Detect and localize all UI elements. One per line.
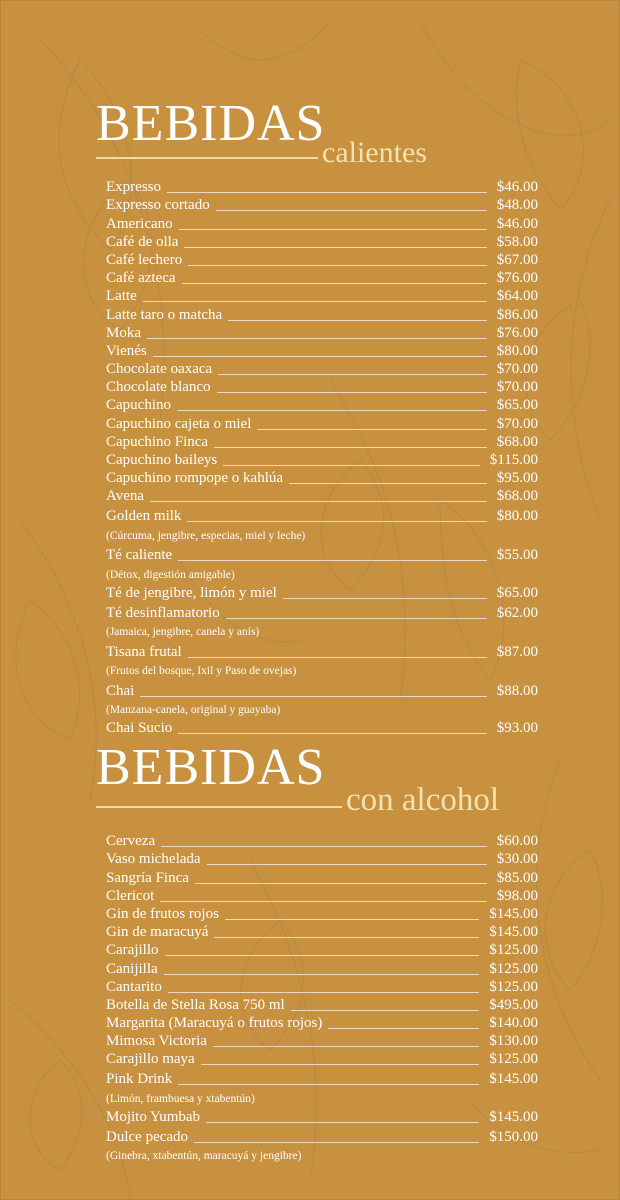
section-rule-hot bbox=[96, 157, 318, 159]
menu-item-price: $85.00 bbox=[496, 869, 538, 886]
alcohol-drinks-list bbox=[106, 831, 538, 1164]
menu-item-name: Margarita (Maracuyá o frutos rojos) bbox=[106, 1015, 323, 1032]
menu-item bbox=[106, 601, 538, 621]
menu-item-name: Café de olla bbox=[106, 233, 179, 250]
menu-item bbox=[106, 679, 538, 699]
section-subtitle-alcohol: con alcohol bbox=[346, 782, 500, 818]
leader-line bbox=[223, 465, 480, 466]
menu-item-name: Capuchino baileys bbox=[106, 452, 218, 468]
menu-item-price: $150.00 bbox=[489, 1128, 538, 1145]
menu-item bbox=[106, 922, 538, 940]
menu-item-price: $86.00 bbox=[496, 306, 538, 323]
leader-line bbox=[188, 265, 487, 266]
leader-line bbox=[194, 1142, 479, 1143]
leader-line bbox=[178, 733, 487, 734]
menu-item-name: Avena bbox=[106, 488, 145, 505]
menu-item-name: Capuchino Finca bbox=[106, 433, 209, 450]
menu-item-name: Cerveza bbox=[106, 833, 156, 850]
leader-line bbox=[164, 974, 479, 975]
menu-item-price: $48.00 bbox=[496, 197, 538, 214]
leader-line bbox=[195, 883, 487, 884]
menu-item-description: (Manzana-canela, original y guayaba) bbox=[106, 704, 281, 717]
menu-item-price: $140.00 bbox=[489, 1015, 538, 1032]
leader-line bbox=[168, 992, 479, 993]
menu-item-name: Vienés bbox=[106, 342, 147, 359]
menu-item-price: $125.00 bbox=[489, 960, 538, 977]
menu-item-name: Canijilla bbox=[106, 960, 158, 977]
menu-item-price: $68.00 bbox=[496, 433, 538, 450]
menu-item-price: $130.00 bbox=[489, 1033, 538, 1050]
menu-item bbox=[106, 940, 538, 958]
leader-line bbox=[182, 283, 487, 284]
leader-line bbox=[213, 1046, 479, 1047]
menu-item-price: $55.00 bbox=[496, 547, 538, 564]
menu-item bbox=[106, 640, 538, 660]
leader-line bbox=[201, 1064, 479, 1065]
menu-item bbox=[106, 995, 538, 1013]
menu-item-name: Americano bbox=[106, 215, 173, 232]
menu-item-name: Latte taro o matcha bbox=[106, 306, 223, 323]
leader-line bbox=[207, 864, 487, 865]
menu-item bbox=[106, 432, 538, 450]
leader-line bbox=[217, 392, 487, 393]
menu-item-description: (Jamaica, jengibre, canela y anís) bbox=[106, 626, 260, 639]
leader-line bbox=[161, 846, 487, 847]
menu-item bbox=[106, 543, 538, 563]
menu-item-price: $60.00 bbox=[496, 833, 538, 850]
section-rule-alcohol bbox=[96, 806, 342, 808]
leader-line bbox=[153, 356, 487, 357]
menu-item-name: Chai Sucio bbox=[106, 719, 173, 736]
menu-item bbox=[106, 849, 538, 867]
menu-item bbox=[106, 867, 538, 885]
menu-item bbox=[106, 486, 538, 504]
section-title-alcohol: BEBIDAS bbox=[96, 739, 326, 796]
menu-item-name: Té caliente bbox=[106, 547, 173, 564]
leader-line bbox=[214, 937, 479, 938]
leader-line bbox=[216, 210, 487, 211]
leader-line bbox=[143, 301, 487, 302]
menu-item-price: $93.00 bbox=[496, 719, 538, 736]
leader-line bbox=[291, 1010, 479, 1011]
menu-item-price: $80.00 bbox=[496, 508, 538, 525]
leader-line bbox=[328, 1028, 479, 1029]
menu-item-description: (Frutos del bosque, Ixil y Paso de ovejas) bbox=[106, 665, 297, 678]
menu-item bbox=[106, 195, 538, 213]
menu-item-name: Té desinflamatorio bbox=[106, 604, 220, 621]
menu-item-price: $98.00 bbox=[496, 887, 538, 904]
leader-line bbox=[179, 229, 487, 230]
menu-item-price: $87.00 bbox=[496, 643, 538, 660]
leader-line bbox=[218, 374, 487, 375]
menu-item-description-row bbox=[106, 621, 538, 640]
menu-item-price: $125.00 bbox=[489, 1051, 538, 1068]
leader-line bbox=[206, 1122, 479, 1123]
menu-item-price: $67.00 bbox=[496, 251, 538, 268]
menu-item-description-row bbox=[106, 563, 538, 582]
menu-item-name: Capuchino bbox=[106, 397, 171, 414]
leader-line bbox=[178, 560, 487, 561]
hot-drinks-list bbox=[106, 177, 538, 736]
menu-item-price: $76.00 bbox=[496, 270, 538, 287]
menu-item-description-row bbox=[106, 1145, 538, 1164]
menu-item bbox=[106, 1031, 538, 1049]
section-subtitle-hot: calientes bbox=[322, 136, 427, 169]
menu-item-name: Té de jengibre, limón y miel bbox=[106, 584, 277, 601]
leader-line bbox=[160, 901, 487, 902]
leader-line bbox=[177, 410, 487, 411]
menu-item-name: Carajillo bbox=[106, 942, 159, 959]
menu-item bbox=[106, 286, 538, 304]
menu-item bbox=[106, 1067, 538, 1087]
menu-item-name: Botella de Stella Rosa 750 ml bbox=[106, 996, 285, 1013]
leader-line bbox=[147, 338, 487, 339]
menu-item-description: (Limón, frambuesa y xtabentún) bbox=[106, 1092, 255, 1105]
menu-item-name: Golden milk bbox=[106, 508, 182, 525]
menu-item-price: $125.00 bbox=[489, 978, 538, 995]
menu-item-name: Moka bbox=[106, 324, 141, 341]
menu-item-description: (Cúrcuma, jengibre, especias, miel y leche) bbox=[106, 529, 306, 542]
menu-item-price: $76.00 bbox=[496, 324, 538, 341]
menu-item bbox=[106, 582, 538, 600]
menu-item-name: Mojito Yumbab bbox=[106, 1108, 201, 1125]
menu-item bbox=[106, 413, 538, 431]
menu-item bbox=[106, 718, 538, 736]
leader-line bbox=[283, 598, 487, 599]
menu-item bbox=[106, 1125, 538, 1145]
menu-item-price: $64.00 bbox=[496, 288, 538, 305]
menu-item-price: $115.00 bbox=[489, 452, 538, 468]
leader-line bbox=[165, 955, 479, 956]
menu-item bbox=[106, 886, 538, 904]
menu-item-price: $68.00 bbox=[496, 488, 538, 505]
leader-line bbox=[187, 521, 487, 522]
menu-item-name: Chocolate blanco bbox=[106, 379, 211, 396]
menu-item bbox=[106, 323, 538, 341]
leader-line bbox=[167, 192, 487, 193]
menu-item-name: Vaso michelada bbox=[106, 851, 201, 868]
menu-item bbox=[106, 904, 538, 922]
menu-item bbox=[106, 977, 538, 995]
menu-item-price: $145.00 bbox=[489, 905, 538, 922]
menu-item-name: Café azteca bbox=[106, 270, 176, 287]
menu-item bbox=[106, 177, 538, 195]
menu-item-name: Mimosa Victoria bbox=[106, 1033, 207, 1050]
menu-item-price: $70.00 bbox=[496, 415, 538, 432]
section-title-hot: BEBIDAS bbox=[96, 95, 326, 152]
menu-item-description: (Détox, digestión amigable) bbox=[106, 568, 235, 581]
menu-item-name: Capuchino rompope o kahlúa bbox=[106, 470, 284, 487]
menu-item bbox=[106, 1106, 538, 1124]
menu-item-price: $125.00 bbox=[489, 942, 538, 959]
menu-item-name: Carajillo maya bbox=[106, 1051, 195, 1068]
leader-line bbox=[178, 1084, 479, 1085]
menu-item-description: (Ginebra, xtabentún, maracuyá y jengibre) bbox=[106, 1150, 302, 1163]
leader-line bbox=[188, 657, 487, 658]
menu-item-description-row bbox=[106, 660, 538, 679]
menu-item-name: Gin de frutos rojos bbox=[106, 905, 219, 922]
menu-item-price: $65.00 bbox=[496, 397, 538, 414]
menu-item bbox=[106, 359, 538, 377]
menu-item bbox=[106, 831, 538, 849]
menu-item bbox=[106, 377, 538, 395]
menu-item-price: $62.00 bbox=[496, 604, 538, 621]
menu-item-price: $58.00 bbox=[496, 233, 538, 250]
menu-item-name: Expresso bbox=[106, 179, 161, 196]
menu-item-name: Pink Drink bbox=[106, 1071, 173, 1088]
menu-item-price: $70.00 bbox=[496, 379, 538, 396]
menu-item-price: $145.00 bbox=[489, 1071, 538, 1088]
menu-item bbox=[106, 450, 538, 468]
menu-item bbox=[106, 1049, 538, 1067]
menu-item-price: $95.00 bbox=[496, 470, 538, 487]
menu-item-price: $495.00 bbox=[489, 996, 538, 1013]
menu-item-price: $80.00 bbox=[496, 342, 538, 359]
menu-item-price: $65.00 bbox=[496, 584, 538, 601]
menu-item-name: Latte bbox=[106, 288, 137, 305]
menu-item bbox=[106, 232, 538, 250]
menu-item bbox=[106, 395, 538, 413]
menu-item-name: Sangría Finca bbox=[106, 869, 189, 886]
menu-item bbox=[106, 958, 538, 976]
menu-item-price: $145.00 bbox=[489, 924, 538, 941]
leader-line bbox=[140, 696, 487, 697]
menu-item bbox=[106, 268, 538, 286]
menu-item-description-row bbox=[106, 1087, 538, 1106]
menu-item-name: Chai bbox=[106, 682, 135, 699]
menu-item bbox=[106, 304, 538, 322]
menu-item-description-row bbox=[106, 524, 538, 543]
menu-item-price: $46.00 bbox=[496, 215, 538, 232]
menu-item-name: Café lechero bbox=[106, 251, 183, 268]
leader-line bbox=[225, 919, 479, 920]
menu-item bbox=[106, 1013, 538, 1031]
menu-item-name: Cantarito bbox=[106, 978, 162, 995]
menu-item-price: $145.00 bbox=[489, 1108, 538, 1125]
menu-item-name: Expresso cortado bbox=[106, 197, 210, 214]
menu-item-name: Capuchino cajeta o miel bbox=[106, 415, 252, 432]
menu-item bbox=[106, 341, 538, 359]
menu-item-name: Gin de maracuyá bbox=[106, 924, 209, 941]
menu-item-price: $46.00 bbox=[496, 179, 538, 196]
leader-line bbox=[150, 501, 487, 502]
menu-item-name: Chocolate oaxaca bbox=[106, 361, 213, 378]
menu-item bbox=[106, 504, 538, 524]
leader-line bbox=[214, 447, 487, 448]
leader-line bbox=[228, 320, 487, 321]
menu-item bbox=[106, 468, 538, 486]
leader-line bbox=[257, 429, 487, 430]
menu-item-price: $70.00 bbox=[496, 361, 538, 378]
menu-item bbox=[106, 213, 538, 231]
menu-item-name: Clericot bbox=[106, 887, 155, 904]
menu-item-price: $30.00 bbox=[496, 851, 538, 868]
leader-line bbox=[184, 247, 487, 248]
menu-item-name: Tisana frutal bbox=[106, 643, 182, 660]
leader-line bbox=[226, 618, 487, 619]
menu-item-name: Dulce pecado bbox=[106, 1128, 189, 1145]
menu-item-price: $88.00 bbox=[496, 682, 538, 699]
menu-item bbox=[106, 250, 538, 268]
leader-line bbox=[289, 483, 487, 484]
menu-item-description-row bbox=[106, 699, 538, 718]
